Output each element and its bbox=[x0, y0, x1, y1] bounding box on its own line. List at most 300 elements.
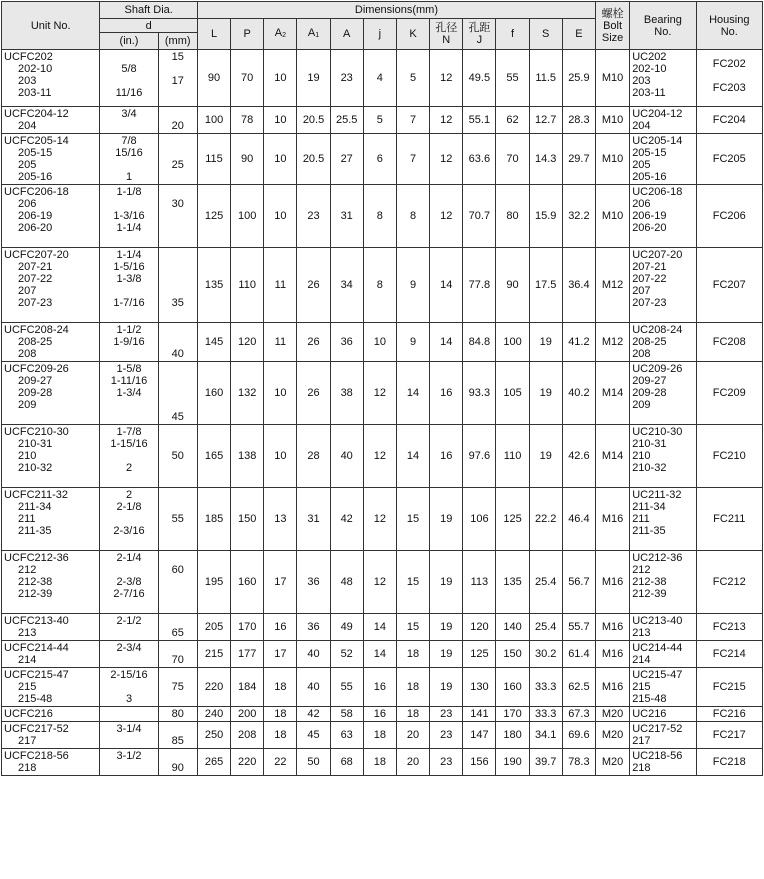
bearing-line: 209-28 bbox=[632, 387, 667, 399]
unit-line: 207-22 bbox=[18, 273, 53, 285]
cell-mm bbox=[158, 707, 197, 722]
cell-a2: 17 bbox=[264, 551, 297, 614]
cell-j: 147 bbox=[463, 722, 496, 749]
inch-line: 1-3/16 bbox=[113, 210, 145, 222]
cell-e: 40.2 bbox=[562, 362, 595, 425]
mm-line bbox=[161, 324, 195, 336]
cell-a2: 13 bbox=[264, 488, 297, 551]
unit-line: UCFC206-18 bbox=[4, 186, 69, 198]
cell-e: 25.9 bbox=[562, 50, 595, 107]
cell-a: 31 bbox=[330, 185, 363, 248]
cell-mm bbox=[158, 668, 197, 707]
inch-line: 15/16 bbox=[115, 147, 143, 159]
cell-l: 220 bbox=[197, 668, 230, 707]
mm-line bbox=[161, 210, 195, 222]
header-A: A bbox=[330, 19, 363, 50]
cell-k: 9 bbox=[396, 323, 429, 362]
cell-f: 110 bbox=[496, 425, 529, 488]
cell-j: 12 bbox=[363, 425, 396, 488]
cell-j: 14 bbox=[363, 641, 396, 668]
unit-line: 205-15 bbox=[18, 147, 53, 159]
cell-a1: 42 bbox=[297, 707, 330, 722]
cell-n: 16 bbox=[430, 425, 463, 488]
mm-line bbox=[161, 642, 195, 654]
mm-line bbox=[161, 693, 195, 705]
header-S: S bbox=[529, 19, 562, 50]
bearing-line: 206-20 bbox=[632, 222, 667, 234]
inch-line: 3/4 bbox=[121, 108, 137, 120]
bearing-line: 211-35 bbox=[632, 525, 666, 537]
bearing-line: UC216 bbox=[632, 708, 667, 720]
cell-unit bbox=[2, 107, 100, 134]
unit-line: 213 bbox=[18, 627, 37, 639]
cell-j: 113 bbox=[463, 551, 496, 614]
cell-inch bbox=[100, 668, 158, 707]
unit-line: 202-10 bbox=[18, 63, 53, 75]
cell-housing: FC207 bbox=[696, 248, 762, 323]
inch-line: 1-3/8 bbox=[116, 273, 142, 285]
inch-line: 5/8 bbox=[121, 63, 137, 75]
bearing-line: 211-34 bbox=[632, 501, 666, 513]
cell-p: 170 bbox=[231, 614, 264, 641]
table-row bbox=[2, 185, 763, 248]
cell-j: 49.5 bbox=[463, 50, 496, 107]
cell-p: 100 bbox=[231, 185, 264, 248]
header-J-cn: 孔距 bbox=[468, 22, 491, 34]
cell-k: 18 bbox=[396, 668, 429, 707]
cell-bolt: M10 bbox=[595, 50, 629, 107]
unit-line: 210-32 bbox=[18, 462, 53, 474]
header-N bbox=[430, 19, 463, 50]
inch-line bbox=[102, 513, 155, 525]
cell-j: 93.3 bbox=[463, 362, 496, 425]
bearing-line: UC209-26 bbox=[632, 363, 683, 375]
mm-line bbox=[161, 552, 195, 564]
cell-housing: FC206 bbox=[696, 185, 762, 248]
cell-j: 10 bbox=[363, 323, 396, 362]
bearing-line: 210-32 bbox=[632, 462, 667, 474]
header-L: L bbox=[197, 19, 230, 50]
cell-f: 80 bbox=[496, 185, 529, 248]
unit-line: 211 bbox=[18, 513, 36, 525]
cell-mm bbox=[158, 134, 197, 185]
cell-j: 4 bbox=[363, 50, 396, 107]
mm-line: 15 bbox=[171, 51, 184, 63]
unit-line: 212-39 bbox=[18, 588, 53, 600]
inch-line bbox=[102, 348, 155, 360]
unit-line: 205 bbox=[18, 159, 37, 171]
cell-bolt: M16 bbox=[595, 488, 629, 551]
cell-l: 215 bbox=[197, 641, 230, 668]
table-row bbox=[2, 641, 763, 668]
cell-housing: FC218 bbox=[696, 749, 762, 776]
inch-line: 2-3/8 bbox=[116, 576, 142, 588]
header-bearing-1: Bearing bbox=[643, 13, 682, 26]
table-body bbox=[2, 50, 763, 776]
cell-s: 12.7 bbox=[529, 107, 562, 134]
cell-e: 32.2 bbox=[562, 185, 595, 248]
mm-line bbox=[161, 525, 195, 537]
bearing-line: UC213-40 bbox=[632, 615, 683, 627]
cell-inch bbox=[100, 323, 158, 362]
header-unit-no: Unit No. bbox=[2, 2, 100, 50]
header-A2-base: A bbox=[274, 26, 283, 39]
inch-line: 1-1/2 bbox=[116, 324, 142, 336]
bearing-line: UC207-20 bbox=[632, 249, 683, 261]
cell-mm bbox=[158, 425, 197, 488]
mm-line bbox=[161, 462, 195, 474]
cell-a2: 11 bbox=[264, 248, 297, 323]
table-row bbox=[2, 107, 763, 134]
cell-a: 55 bbox=[330, 668, 363, 707]
header-j: j bbox=[363, 19, 396, 50]
cell-k: 20 bbox=[396, 749, 429, 776]
header-housing-no bbox=[696, 2, 762, 50]
inch-line: 11/16 bbox=[115, 87, 143, 99]
cell-l: 135 bbox=[197, 248, 230, 323]
bearing-line: 208 bbox=[632, 348, 651, 360]
unit-line: 212 bbox=[18, 564, 37, 576]
mm-line: 25 bbox=[171, 159, 184, 171]
bearing-line: 209 bbox=[632, 399, 651, 411]
inch-line: 7/8 bbox=[121, 135, 137, 147]
inch-line bbox=[102, 450, 155, 462]
cell-j: 8 bbox=[363, 248, 396, 323]
bearing-line: UC206-18 bbox=[632, 186, 683, 198]
cell-unit bbox=[2, 722, 100, 749]
header-A2-sub: 2 bbox=[282, 31, 286, 39]
inch-line: 1-9/16 bbox=[113, 336, 145, 348]
header-housing-1: Housing bbox=[709, 13, 750, 26]
cell-e: 42.6 bbox=[562, 425, 595, 488]
cell-bearing bbox=[630, 425, 696, 488]
cell-j: 12 bbox=[363, 362, 396, 425]
cell-bolt: M20 bbox=[595, 722, 629, 749]
unit-line: 210-31 bbox=[18, 438, 53, 450]
cell-s: 19 bbox=[529, 323, 562, 362]
bearing-line: 217 bbox=[632, 735, 651, 747]
cell-s: 33.3 bbox=[529, 707, 562, 722]
cell-a: 34 bbox=[330, 248, 363, 323]
cell-bolt: M16 bbox=[595, 641, 629, 668]
table-row bbox=[2, 668, 763, 707]
mm-line: 80 bbox=[171, 708, 184, 720]
cell-housing: FC213 bbox=[696, 614, 762, 641]
mm-line bbox=[161, 234, 195, 246]
mm-line bbox=[161, 426, 195, 438]
mm-line bbox=[161, 336, 195, 348]
header-dimensions: Dimensions(mm) bbox=[197, 2, 595, 19]
bearing-line: 211 bbox=[632, 513, 650, 525]
cell-unit bbox=[2, 323, 100, 362]
unit-line: UCFC205-14 bbox=[4, 135, 69, 147]
cell-a1: 26 bbox=[297, 248, 330, 323]
cell-a: 42 bbox=[330, 488, 363, 551]
cell-a2: 18 bbox=[264, 668, 297, 707]
cell-j: 141 bbox=[463, 707, 496, 722]
cell-mm bbox=[158, 722, 197, 749]
inch-line: 3-1/2 bbox=[116, 750, 142, 762]
inch-line bbox=[102, 762, 155, 774]
unit-line: 209-28 bbox=[18, 387, 53, 399]
cell-bolt: M12 bbox=[595, 323, 629, 362]
cell-j: 18 bbox=[363, 749, 396, 776]
cell-e: 41.2 bbox=[562, 323, 595, 362]
cell-l: 125 bbox=[197, 185, 230, 248]
mm-line bbox=[161, 576, 195, 588]
cell-a: 38 bbox=[330, 362, 363, 425]
cell-a: 25.5 bbox=[330, 107, 363, 134]
inch-line: 2-3/16 bbox=[113, 525, 145, 537]
inch-line bbox=[102, 735, 155, 747]
header-bearing-no bbox=[630, 2, 696, 50]
cell-bolt: M20 bbox=[595, 749, 629, 776]
unit-line: 208-25 bbox=[18, 336, 53, 348]
cell-f: 170 bbox=[496, 707, 529, 722]
cell-a2: 10 bbox=[264, 425, 297, 488]
cell-l: 165 bbox=[197, 425, 230, 488]
unit-line: 215 bbox=[18, 681, 37, 693]
unit-line: 207 bbox=[18, 285, 37, 297]
cell-bearing bbox=[630, 107, 696, 134]
cell-s: 14.3 bbox=[529, 134, 562, 185]
cell-s: 19 bbox=[529, 425, 562, 488]
inch-line: 1-11/16 bbox=[110, 375, 148, 387]
cell-inch bbox=[100, 362, 158, 425]
header-A1-sub: 1 bbox=[315, 31, 320, 39]
bearing-line: 209-27 bbox=[632, 375, 667, 387]
cell-k: 18 bbox=[396, 707, 429, 722]
cell-f: 135 bbox=[496, 551, 529, 614]
mm-line bbox=[161, 615, 195, 627]
cell-s: 17.5 bbox=[529, 248, 562, 323]
inch-line bbox=[102, 285, 155, 297]
cell-n: 19 bbox=[430, 551, 463, 614]
unit-line: UCFC217-52 bbox=[4, 723, 69, 735]
cell-a2: 10 bbox=[264, 185, 297, 248]
mm-line: 20 bbox=[171, 120, 184, 132]
cell-n: 12 bbox=[430, 134, 463, 185]
cell-unit bbox=[2, 749, 100, 776]
inch-line bbox=[102, 75, 155, 87]
cell-bearing bbox=[630, 50, 696, 107]
cell-l: 145 bbox=[197, 323, 230, 362]
cell-n: 14 bbox=[430, 248, 463, 323]
cell-k: 18 bbox=[396, 641, 429, 668]
cell-housing: FC217 bbox=[696, 722, 762, 749]
unit-line: UCFC215-47 bbox=[4, 669, 69, 681]
inch-line bbox=[102, 159, 155, 171]
cell-a: 23 bbox=[330, 50, 363, 107]
cell-inch bbox=[100, 107, 158, 134]
cell-bearing bbox=[630, 614, 696, 641]
cell-a: 52 bbox=[330, 641, 363, 668]
cell-e: 61.4 bbox=[562, 641, 595, 668]
unit-line: 206-19 bbox=[18, 210, 53, 222]
inch-line bbox=[102, 120, 155, 132]
inch-line bbox=[102, 399, 155, 411]
cell-f: 62 bbox=[496, 107, 529, 134]
unit-line: 217 bbox=[18, 735, 37, 747]
inch-line: 2 bbox=[125, 489, 133, 501]
bearing-line: UC215-47 bbox=[632, 669, 683, 681]
cell-j: 18 bbox=[363, 722, 396, 749]
cell-s: 33.3 bbox=[529, 668, 562, 707]
bearing-line: UC205-14 bbox=[632, 135, 683, 147]
cell-inch bbox=[100, 50, 158, 107]
unit-line: 208 bbox=[18, 348, 37, 360]
bearing-line: 207 bbox=[632, 285, 651, 297]
cell-housing: FC212 bbox=[696, 551, 762, 614]
cell-k: 14 bbox=[396, 362, 429, 425]
cell-f: 150 bbox=[496, 641, 529, 668]
cell-bearing bbox=[630, 707, 696, 722]
header-mm: (mm) bbox=[158, 33, 197, 50]
unit-line: UCFC207-20 bbox=[4, 249, 69, 261]
cell-inch bbox=[100, 551, 158, 614]
cell-a: 40 bbox=[330, 425, 363, 488]
bearing-line: 207-23 bbox=[632, 297, 667, 309]
cell-a1: 40 bbox=[297, 668, 330, 707]
cell-k: 7 bbox=[396, 134, 429, 185]
cell-n: 12 bbox=[430, 185, 463, 248]
cell-a2: 10 bbox=[264, 50, 297, 107]
cell-bolt: M10 bbox=[595, 134, 629, 185]
header-bolt-cn: 螺栓 bbox=[601, 7, 624, 20]
inch-line: 2-15/16 bbox=[110, 669, 148, 681]
cell-l: 205 bbox=[197, 614, 230, 641]
cell-j: 8 bbox=[363, 185, 396, 248]
cell-a1: 23 bbox=[297, 185, 330, 248]
cell-e: 62.5 bbox=[562, 668, 595, 707]
spec-table-wrapper bbox=[1, 1, 763, 776]
cell-a1: 19 bbox=[297, 50, 330, 107]
cell-p: 177 bbox=[231, 641, 264, 668]
cell-mm bbox=[158, 488, 197, 551]
mm-line bbox=[161, 222, 195, 234]
table-row bbox=[2, 362, 763, 425]
cell-mm bbox=[158, 641, 197, 668]
cell-f: 105 bbox=[496, 362, 529, 425]
cell-unit bbox=[2, 248, 100, 323]
mm-line bbox=[161, 387, 195, 399]
unit-line: UCFC211-32 bbox=[4, 489, 68, 501]
cell-j: 156 bbox=[463, 749, 496, 776]
cell-housing: FC204 bbox=[696, 107, 762, 134]
cell-j: 84.8 bbox=[463, 323, 496, 362]
header-J-label: J bbox=[476, 34, 483, 46]
cell-p: 110 bbox=[231, 248, 264, 323]
cell-a2: 10 bbox=[264, 107, 297, 134]
bearing-line: 218 bbox=[632, 762, 651, 774]
header-A1-base: A bbox=[307, 26, 316, 39]
unit-line: UCFC208-24 bbox=[4, 324, 69, 336]
mm-line bbox=[161, 186, 195, 198]
bearing-line: 205-16 bbox=[632, 171, 667, 183]
mm-line: 55 bbox=[171, 513, 184, 525]
cell-f: 100 bbox=[496, 323, 529, 362]
cell-s: 39.7 bbox=[529, 749, 562, 776]
inch-line: 2-7/16 bbox=[113, 588, 145, 600]
cell-e: 78.3 bbox=[562, 749, 595, 776]
cell-a1: 20.5 bbox=[297, 134, 330, 185]
cell-n: 16 bbox=[430, 362, 463, 425]
table-row bbox=[2, 722, 763, 749]
cell-mm bbox=[158, 185, 197, 248]
cell-unit bbox=[2, 488, 100, 551]
bearing-line: 213 bbox=[632, 627, 651, 639]
mm-line bbox=[161, 669, 195, 681]
bearing-line: UC202 bbox=[632, 51, 667, 63]
cell-unit bbox=[2, 707, 100, 722]
cell-s: 19 bbox=[529, 362, 562, 425]
table-row bbox=[2, 707, 763, 722]
cell-unit bbox=[2, 50, 100, 107]
mm-line bbox=[161, 261, 195, 273]
cell-l: 100 bbox=[197, 107, 230, 134]
unit-line: 206-20 bbox=[18, 222, 53, 234]
table-row bbox=[2, 323, 763, 362]
inch-line: 1 bbox=[125, 171, 133, 183]
cell-bearing bbox=[630, 362, 696, 425]
cell-mm bbox=[158, 551, 197, 614]
unit-line: 211-35 bbox=[18, 525, 52, 537]
bearing-line: UC217-52 bbox=[632, 723, 683, 735]
bearing-line: 204 bbox=[632, 120, 651, 132]
cell-inch bbox=[100, 488, 158, 551]
cell-bolt: M10 bbox=[595, 185, 629, 248]
mm-line: 30 bbox=[171, 198, 184, 210]
header-N-cn: 孔径 bbox=[435, 22, 458, 34]
cell-housing: FC214 bbox=[696, 641, 762, 668]
cell-p: 78 bbox=[231, 107, 264, 134]
bearing-line: 214 bbox=[632, 654, 651, 666]
cell-e: 28.3 bbox=[562, 107, 595, 134]
inch-line: 1-5/16 bbox=[113, 261, 145, 273]
unit-line: 207-23 bbox=[18, 297, 53, 309]
cell-k: 15 bbox=[396, 488, 429, 551]
cell-bearing bbox=[630, 185, 696, 248]
cell-a1: 36 bbox=[297, 614, 330, 641]
mm-line bbox=[161, 135, 195, 147]
inch-line: 2-1/8 bbox=[116, 501, 142, 513]
unit-line: UCFC213-40 bbox=[4, 615, 69, 627]
bearing-line: 203-11 bbox=[632, 87, 666, 99]
mm-line bbox=[161, 489, 195, 501]
header-N-label: N bbox=[442, 34, 451, 46]
cell-a: 68 bbox=[330, 749, 363, 776]
inch-line: 1-1/8 bbox=[116, 186, 142, 198]
bearing-line: 208-25 bbox=[632, 336, 667, 348]
bearing-line: UC214-44 bbox=[632, 642, 683, 654]
cell-a: 48 bbox=[330, 551, 363, 614]
cell-n: 23 bbox=[430, 707, 463, 722]
bearing-line: 210 bbox=[632, 450, 651, 462]
inch-line: 1-15/16 bbox=[110, 438, 148, 450]
inch-line: 3 bbox=[125, 693, 133, 705]
cell-n: 19 bbox=[430, 668, 463, 707]
cell-bearing bbox=[630, 134, 696, 185]
mm-line: 75 bbox=[171, 681, 184, 693]
bearing-line: UC218-56 bbox=[632, 750, 683, 762]
mm-line: 50 bbox=[171, 450, 184, 462]
cell-bolt: M16 bbox=[595, 668, 629, 707]
cell-l: 240 bbox=[197, 707, 230, 722]
cell-unit bbox=[2, 134, 100, 185]
cell-unit bbox=[2, 614, 100, 641]
cell-j: 16 bbox=[363, 707, 396, 722]
cell-inch bbox=[100, 425, 158, 488]
